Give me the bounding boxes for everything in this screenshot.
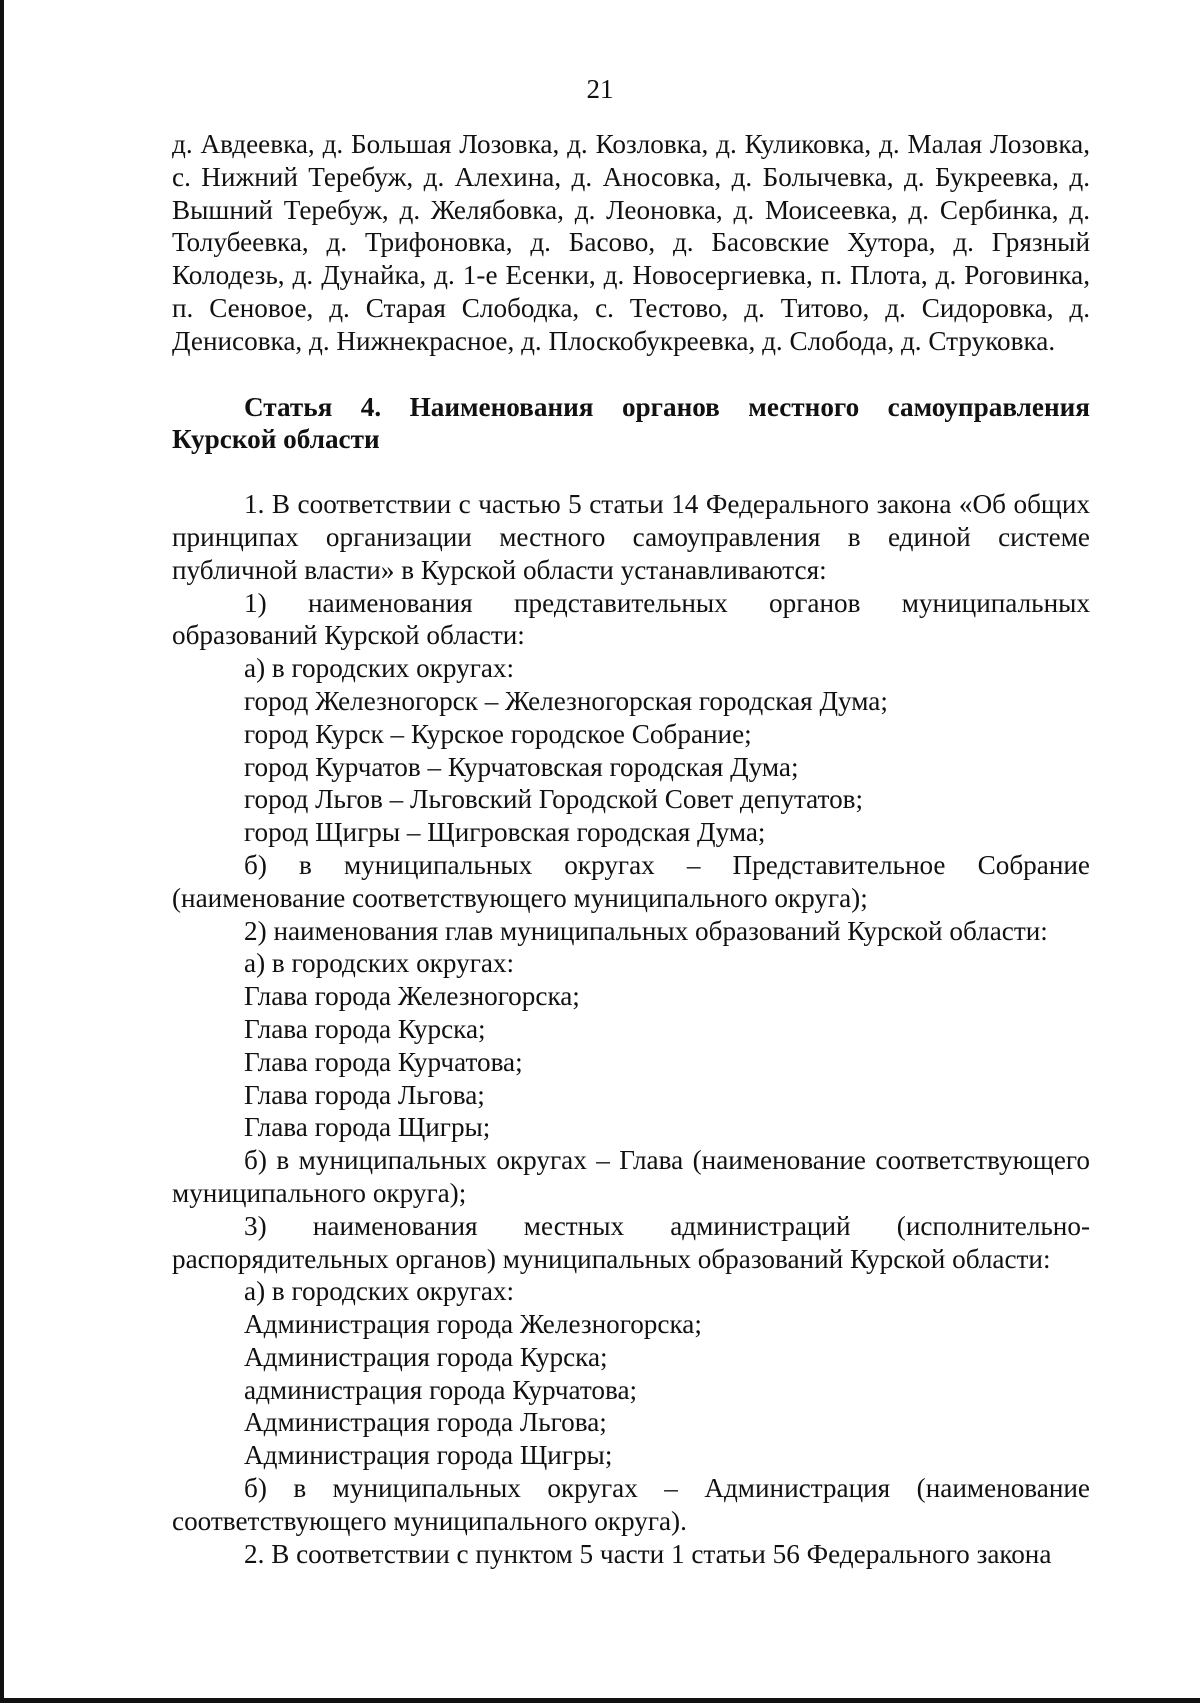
list-item: Глава города Железногорска; — [244, 981, 580, 1012]
document-body — [172, 128, 1090, 1570]
list-item: Администрация города Льгова; — [244, 1407, 607, 1438]
subitem-a-urban-districts: а) в городских округах: — [244, 1276, 515, 1307]
list-item: город Курск – Курское городское Собрание; — [244, 718, 752, 749]
scan-edge-left — [0, 0, 4, 1703]
list-item: Глава города Щигры; — [244, 1112, 491, 1143]
list-item: город Льгов – Льговский Городской Совет депутатов; — [244, 784, 864, 815]
paragraph-1: 1. В соответствии с частью 5 статьи 14 Федерального закона «Об общих принципах организации местного самоуправления в единой системе публичной власти» в Курской области устанавливаются: — [172, 489, 1090, 585]
subitem-a-urban-districts: а) в городских округах: — [244, 948, 515, 979]
list-item: Глава города Курска; — [244, 1013, 486, 1044]
item-1-representative-bodies: 1) наименования представительных органов муниципальных образований Курской области: — [172, 587, 1090, 651]
list-item: Глава города Льгова; — [244, 1079, 485, 1110]
list-item: город Курчатов – Курчатовская городская Дума; — [244, 751, 799, 782]
subitem-b-municipal-districts: б) в муниципальных округах – Представительное Собрание (наименование соответствующего муниципального округа); — [172, 849, 1090, 913]
item-3-administrations: 3) наименования местных администраций (исполнительно-распорядительных органов) муниципальных образований Курской области: — [172, 1210, 1090, 1274]
page-number: 21 — [586, 74, 614, 104]
list-item: город Железногорск – Железногорская городская Дума; — [244, 685, 888, 716]
list-item: Администрация города Курска; — [244, 1341, 608, 1372]
paragraph-2: 2. В соответствии с пунктом 5 части 1 статьи 56 Федерального закона — [244, 1538, 1052, 1569]
settlements-paragraph: д. Авдеевка, д. Большая Лозовка, д. Козловка, д. Куликовка, д. Малая Лозовка, с. Нижний Теребуж, д. Алехина, д. Аносовка, д. Болычевка, д. Букреевка, д. Вышний Теребуж, д. Желябовка, д. Леоновка, д. Моисеевка, д. Сербинка, д. Толубеевка, д. Трифоновка, д. Басово, д. Басовские Хутора, д. Грязный Колодезь, д. Дунайка, д. 1-е Есенки, д. Новосергиевка, п. Плота, д. Роговинка, п. Сеновое, д. Старая Слободка, с. Тестово, д. Титово, д. Сидоровка, д. Денисовка, д. Нижнекрасное, д. Плоскобукреевка, д. Слобода, д. Струковка. — [172, 129, 1090, 356]
list-item: город Щигры – Щигровская городская Дума; — [244, 817, 766, 848]
subitem-b-municipal-districts: б) в муниципальных округах – Администрация (наименование соответствующего муниципального округа). — [172, 1473, 1090, 1536]
subitem-b-municipal-districts: б) в муниципальных округах – Глава (наименование соответствующего муниципального округа); — [172, 1145, 1090, 1208]
list-item: администрация города Курчатова; — [244, 1374, 638, 1405]
list-item: Глава города Курчатова; — [244, 1046, 523, 1077]
scan-edge-bottom — [0, 1698, 1200, 1703]
list-item: Администрация города Железногорска; — [244, 1309, 702, 1340]
subitem-a-urban-districts: а) в городских округах: — [244, 653, 515, 684]
article-heading: Статья 4. Наименования органов местного самоуправления Курской области — [172, 391, 1090, 455]
item-2-heads: 2) наименования глав муниципальных образований Курской области: — [244, 915, 1048, 946]
list-item: Администрация города Щигры; — [244, 1440, 613, 1471]
